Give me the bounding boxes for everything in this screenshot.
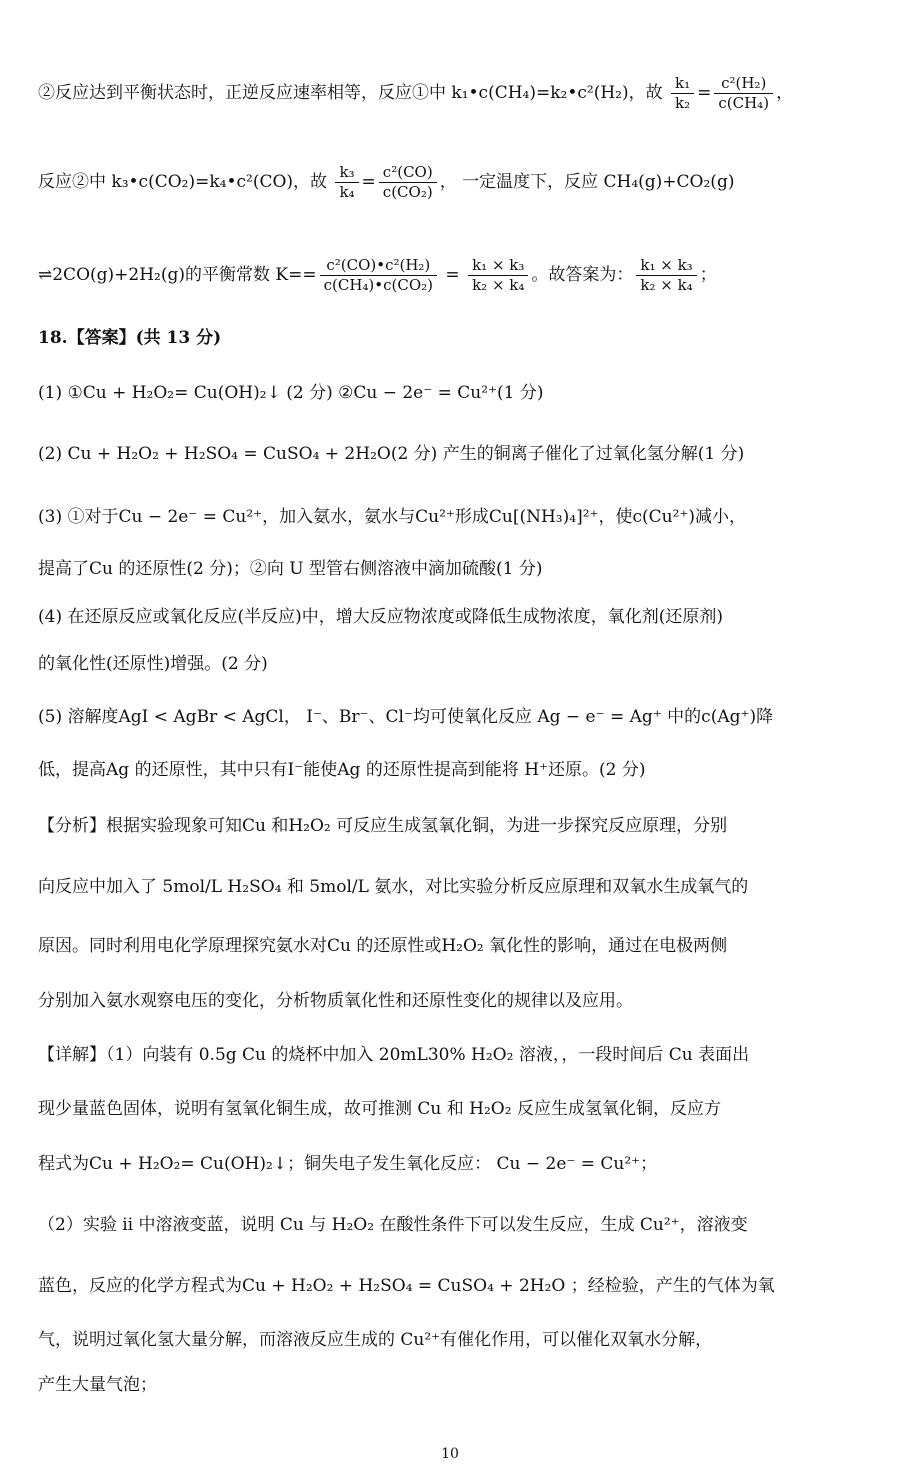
fraction-co-co2: $\frac{\text{c²(CO)}}{\text{c(CO₂)}}$ [379, 163, 437, 202]
fraction-k3-k4: $\frac{\text{k₃}}{\text{k₄}}$ [335, 163, 358, 202]
analysis-paragraph: 【分析】根据实验现象可知Cu 和H₂O₂ 可反应生成氢氧化铜，为进一步探究反应原理，分别 [38, 816, 728, 836]
fraction-k-product: $\frac{\text{k₁ × k₃}}{\text{k₂ × k₄}}$ [468, 256, 528, 295]
text-line: 蓝色，反应的化学方程式为Cu + H₂O₂ + H₂SO₄ = CuSO₄ + 2H₂O ；经检验，产生的气体为氧 [38, 1276, 775, 1296]
text-line: ⇌2CO(g)+2H₂(g)的平衡常数 K== $\frac{\text{c²(CO)•c²(H₂)}}{\text{c(CH₄)•c(CO₂)}}$ = $\frac{\text{k₁ × k₃}}{\text{k₂ × k₄}}$ 。故答案为： $\frac{\text{k₁ × k₃}}{\text{k₂ × k₄}}$ ； [38, 256, 717, 294]
answer-heading: 18.【答案】(共 13 分) [38, 328, 222, 348]
answer-item-5: (5) 溶解度AgI < AgBr < AgCl， I⁻、Br⁻、Cl⁻均可使氧化反应 Ag − e⁻ = Ag⁺ 中的c(Ag⁺)降 [38, 707, 774, 727]
answer-item-4: (4) 在还原反应或氧化反应(半反应)中，增大反应物浓度或降低生成物浓度，氧化剂(还原剂) [38, 607, 724, 627]
answer-item-1: (1) ①Cu + H₂O₂= Cu(OH)₂↓ (2 分) ②Cu − 2e⁻ = Cu²⁺(1 分) [38, 383, 544, 403]
text-line: 原因。同时利用电化学原理探究氨水对Cu 的还原性或H₂O₂ 氧化性的影响，通过在电极两侧 [38, 936, 728, 956]
page-number: 10 [441, 1446, 459, 1462]
text-line: 提高了Cu 的还原性(2 分)；②向 U 型管右侧溶液中滴加硫酸(1 分) [38, 559, 543, 579]
text-line: 向反应中加入了 5mol/L H₂SO₄ 和 5mol/L 氨水，对比实验分析反应原理和双氧水生成氧气的 [38, 877, 749, 897]
text-line: 反应②中 k₃•c(CO₂)=k₄•c²(CO)，故 $\frac{\text{k₃}}{\text{k₄}}$ = $\frac{\text{c²(CO)}}{\text{c(CO₂)}}$ ， 一定温度下，反应 CH₄(g)+CO₂(g) [38, 163, 735, 201]
text-line: 现少量蓝色固体，说明有氢氧化铜生成，故可推测 Cu 和 H₂O₂ 反应生成氢氧化铜，反应方 [38, 1099, 721, 1119]
answer-item-3: (3) ①对于Cu − 2e⁻ = Cu²⁺，加入氨水，氨水与Cu²⁺形成Cu[(NH₃)₄]²⁺，使c(Cu²⁺)减小， [38, 507, 747, 527]
fraction-answer: $\frac{\text{k₁ × k₃}}{\text{k₂ × k₄}}$ [636, 256, 696, 295]
fraction-h2-ch4: $\frac{\text{c²(H₂)}}{\text{c(CH₄)}}$ [714, 74, 773, 113]
fraction-k1-k2: $\frac{\text{k₁}}{\text{k₂}}$ [671, 74, 694, 113]
fraction-equilibrium-constant: $\frac{\text{c²(CO)•c²(H₂)}}{\text{c(CH₄)•c(CO₂)}}$ [320, 256, 437, 295]
text-line: ②反应达到平衡状态时，正逆反应速率相等，反应①中 k₁•c(CH₄)=k₂•c²(H₂)，故 $\frac{\text{k₁}}{\text{k₂}}$ = $\frac{\text{c²(H₂)}}{\text{c(CH₄)}}$ ， [38, 74, 794, 112]
text-line: 程式为Cu + H₂O₂= Cu(OH)₂↓；铜失电子发生氧化反应： Cu − 2e⁻ = Cu²⁺； [38, 1154, 658, 1174]
text-line: 气，说明过氧化氢大量分解，而溶液反应生成的 Cu²⁺有催化作用，可以催化双氧水分解， [38, 1330, 713, 1350]
detail-paragraph: 【详解】（1）向装有 0.5g Cu 的烧杯中加入 20mL30% H₂O₂ 溶液，，一段时间后 Cu 表面出 [38, 1045, 750, 1065]
answer-item-2: (2) Cu + H₂O₂ + H₂SO₄ = CuSO₄ + 2H₂O(2 分) 产生的铜离子催化了过氧化氢分解(1 分) [38, 444, 745, 464]
text-line: 低，提高Ag 的还原性，其中只有I⁻能使Ag 的还原性提高到能将 H⁺还原。(2 分) [38, 760, 646, 780]
text-line: 的氧化性(还原性)增强。(2 分) [38, 654, 268, 674]
text-line: 分别加入氨水观察电压的变化，分析物质氧化性和还原性变化的规律以及应用。 [38, 991, 633, 1011]
text-line: 产生大量气泡； [38, 1375, 157, 1395]
detail-item-2: （2）实验 ii 中溶液变蓝，说明 Cu 与 H₂O₂ 在酸性条件下可以发生反应，生成 Cu²⁺，溶液变 [38, 1215, 748, 1235]
